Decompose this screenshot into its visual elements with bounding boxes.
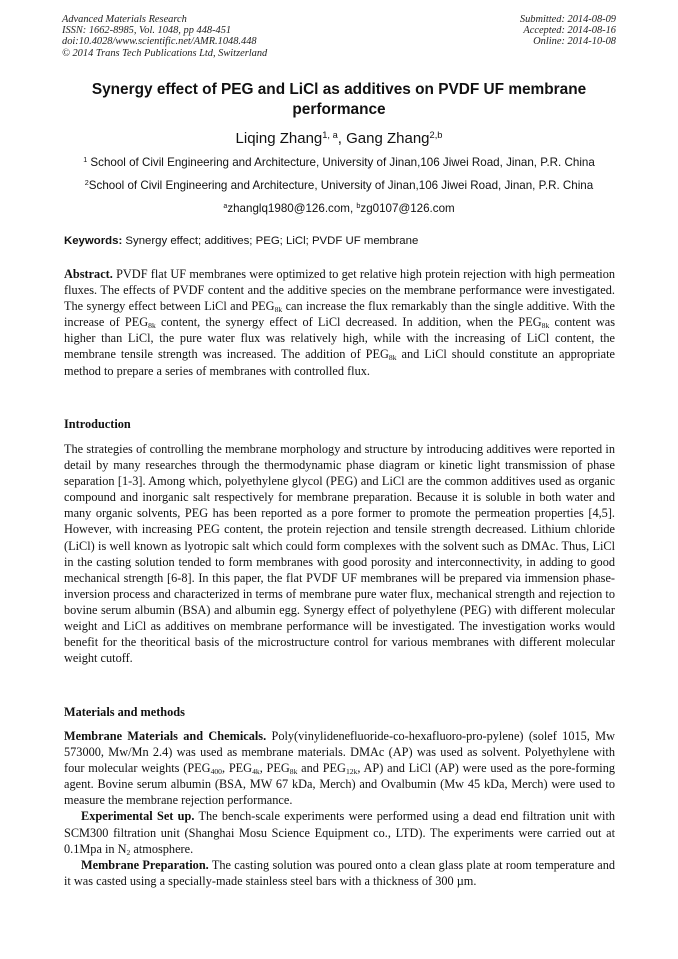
paper-title-line-1: Synergy effect of PEG and LiCl as additives on PVDF UF membrane xyxy=(91,81,587,98)
affiliation-1-marker: 1 xyxy=(83,155,88,165)
abstract xyxy=(64,266,615,379)
keywords-label: Keywords: xyxy=(64,235,123,247)
journal-copyright: © 2014 Trans Tech Publications Ltd, Switzerland xyxy=(62,47,268,59)
materials-methods-section xyxy=(64,728,615,889)
subscript: 8k xyxy=(388,353,397,363)
paragraph-text: atmosphere. xyxy=(130,841,194,856)
paragraph-text: , PEG xyxy=(221,761,253,776)
experimental-setup-paragraph xyxy=(64,808,615,856)
paragraph-label: Membrane Materials and Chemicals. xyxy=(64,729,267,743)
subscript: 12k xyxy=(345,767,358,777)
abstract-text: PVDF flat UF membranes were optimized to get relative high protein rejection with high permeation fluxes. The effects of PVDF content and the additive species on the membrane performance were investigated. The synergy effect between LiCl and PEG xyxy=(64,267,615,314)
affiliation-2-text: School of Civil Engineering and Architecture, University of Jinan,106 Jiwei Road, Jinan, P.R. China xyxy=(88,179,594,192)
author-1-name: Liqing Zhang xyxy=(235,130,323,147)
keywords xyxy=(64,234,616,248)
online-date: Online: 2014-10-08 xyxy=(533,36,616,48)
author-list xyxy=(0,130,678,148)
paper-title xyxy=(72,80,606,120)
subscript: 8k xyxy=(289,767,298,777)
abstract-text: content, the synergy effect of LiCl decreased. In addition, when the PEG xyxy=(155,315,542,330)
membrane-preparation-paragraph xyxy=(64,857,615,889)
author-emails xyxy=(0,202,678,216)
abstract-text: content was higher than LiCl, the pure water flux was relatively high, while with the increasing of LiCl content, the membrane tensile strength was increased. The addition of PEG xyxy=(64,315,615,362)
affiliation-1-text: School of Civil Engineering and Architecture, University of Jinan,106 Jiwei Road, Jinan, P.R. China xyxy=(87,156,595,169)
author-2-name: Gang Zhang xyxy=(346,130,430,147)
affiliation-1 xyxy=(0,156,678,170)
email-a: zhanglq1980@126.com, xyxy=(227,202,357,215)
author-1-marker: 1, a xyxy=(322,129,338,140)
subscript: 8k xyxy=(274,305,283,315)
introduction-heading: Introduction xyxy=(64,417,131,431)
email-b: zg0107@126.com xyxy=(360,202,455,215)
author-separator: , xyxy=(337,130,347,147)
introduction-paragraph: The strategies of controlling the membrane morphology and structure by introducing additives were reported in detail by many researches through the thermodynamic phase diagram or kinetic light transmission of phase separation [1-3]. Among which, polyethylene glycol (PEG) and LiCl are the common additives used as organic compound and inorganic salt respectively for membrane preparation. Because it is soluble in both water and many organic solvents, PEG has been reported as a pore former to promote the permeation properties [4,5]. However, with increasing PEG content, the protein rejection and tensile strength decreased. Lithium chloride (LiCl) is well known as lyotropic salt which could form complexes with the solvent such as DMAc. Thus, LiCl in the casting solution tended to form membranes with good porosity and interconnectivity, in adding to good mechanical strength [6-8]. In this paper, the flat PVDF UF membranes will be prepared via immension phase-inversion process and characterized in terms of membrane pure water flux, mechanical strength and rejection to bovine serum albumin (BSA) and albumin egg. Synergy effect of polyethylene (PEG) with different molecular weight and LiCl as additives on membrane performance will be investigated. The investigation works would benefit for the theoritical basis of the microstructure control for various membranes with different molecular weight cutoff. xyxy=(64,442,615,666)
journal-header-left xyxy=(62,14,267,59)
keywords-text: Synergy effect; additives; PEG; LiCl; PVDF UF membrane xyxy=(122,235,419,247)
journal-doi: doi:10.4028/www.scientific.net/AMR.1048.448 xyxy=(62,36,257,48)
paragraph-text: and PEG xyxy=(297,761,346,776)
paper-title-line-2: performance xyxy=(292,101,386,118)
journal-name: Advanced Materials Research xyxy=(62,14,187,25)
subscript: 8k xyxy=(148,321,156,331)
abstract-text: can increase the flux remarkably than the single additive. With the increase of PEG xyxy=(64,299,615,330)
journal-header-right xyxy=(520,14,616,48)
subscript: 8k xyxy=(541,321,550,331)
paragraph-text: The bench-scale experiments were performed using a dead end filtration unit with SCM300 filtration unit (Shanghai Mosu Science Equipment co., LTD). The experiments were carried out at 0.1Mpa in N xyxy=(64,809,616,856)
journal-issn: ISSN: 1662-8985, Vol. 1048, pp 448-451 xyxy=(62,25,232,37)
materials-methods-heading: Materials and methods xyxy=(64,705,185,719)
paragraph-text: , PEG xyxy=(259,761,290,776)
email-a-marker: a xyxy=(223,201,228,211)
paragraph-label: Membrane Preparation. xyxy=(81,857,209,872)
email-b-marker: b xyxy=(356,201,361,211)
materials-chemicals-paragraph xyxy=(64,728,615,808)
submitted-date: Submitted: 2014-08-09 xyxy=(519,14,616,25)
subscript: 4k xyxy=(252,767,260,777)
accepted-date: Accepted: 2014-08-16 xyxy=(523,25,616,37)
subscript: 400 xyxy=(210,767,222,777)
affiliation-2-marker: 2 xyxy=(84,178,89,188)
abstract-text: and LiCl should constitute an appropriate method to prepare a series of membranes with controlled flux. xyxy=(64,347,616,378)
affiliation-2 xyxy=(0,179,678,193)
paragraph-label: Experimental Set up. xyxy=(81,809,195,824)
paragraph-text: The casting solution was poured onto a clean glass plate at room temperature and it was casted using a specially-made stainless steel bars with a thickness of 300 µm. xyxy=(64,857,615,888)
paragraph-text: Poly(vinylidenefluoride-co-hexafluoro-pro-pylene) (solef 1015, Mw 573000, Mw/Mn 2.4) was used as membrane materials. DMAc (AP) was used as solvent. Polyethylene with four molecular weights (PEG xyxy=(64,729,615,776)
author-2-marker: 2,b xyxy=(429,129,443,140)
subscript: 2 xyxy=(126,847,131,857)
abstract-label: Abstract. xyxy=(64,267,113,281)
paragraph-text: , AP) and LiCl (AP) were used as the pore-forming agent. Bovine serum albumin (BSA, MW 67 kDa, Merch) and Ovalbumin (Mw 45 kDa, Merch) were used to measure the membrane rejection performance. xyxy=(64,761,616,808)
